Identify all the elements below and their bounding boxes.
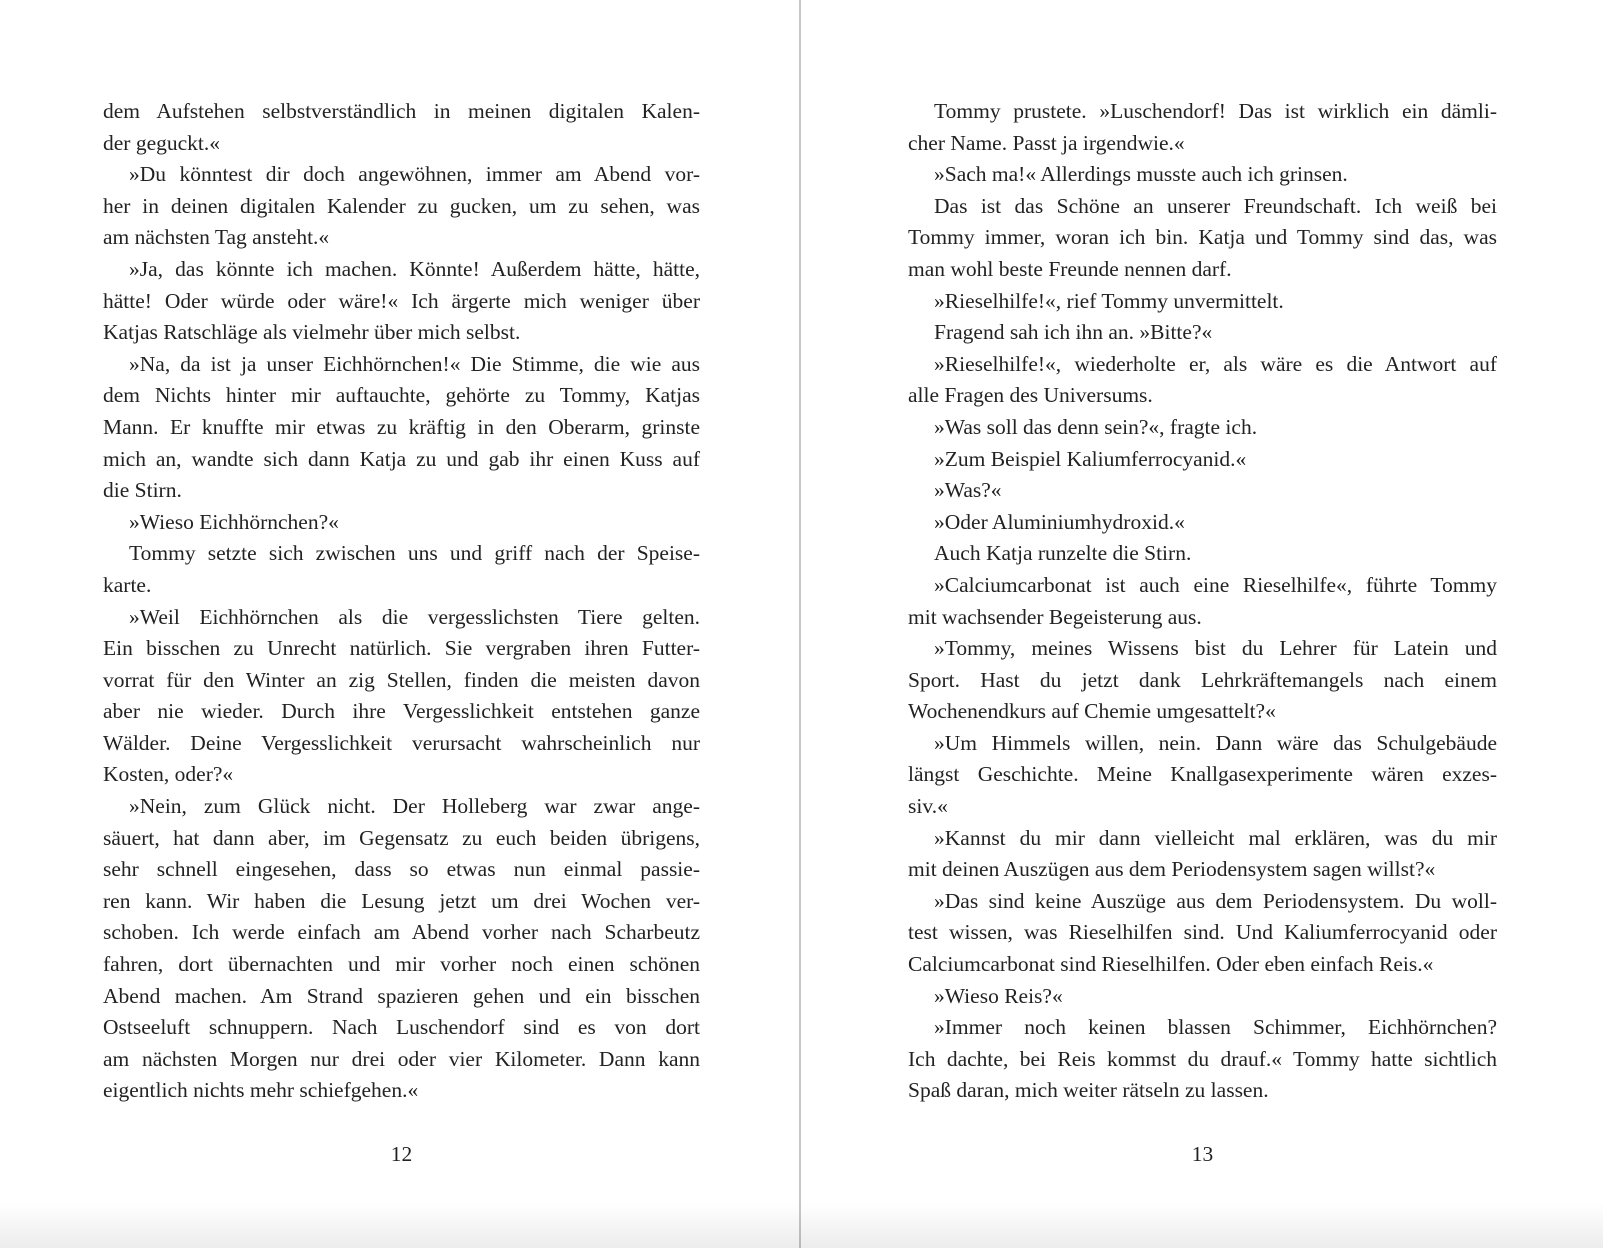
text-line: »Immer noch keinen blassen Schimmer, Eichhörnchen? (934, 1015, 1497, 1040)
text-line: »Was?« (934, 478, 1002, 503)
text-line: Tommy prustete. »Luschendorf! Das ist wirklich ein dämli- (934, 99, 1497, 123)
text-line: »Du könntest dir doch angewöhnen, immer am Abend vor- (129, 162, 700, 187)
text-line: eigentlich nichts mehr schiefgehen.« (103, 1078, 419, 1103)
text-line: Mann. Er knuffte mir etwas zu kräftig in den Oberarm, grinste (103, 414, 700, 439)
text-line: »Oder Aluminiumhydroxid.« (934, 509, 1185, 534)
text-line: Ein bisschen zu Unrecht natürlich. Sie vergraben ihren Futter- (103, 636, 700, 661)
text-line: Spaß daran, mich weiter rätseln zu lassen. (908, 1078, 1269, 1103)
text-line: »Was soll das denn sein?«, fragte ich. (934, 414, 1258, 439)
text-line: alle Fragen des Universums. (908, 383, 1153, 408)
text-line: »Kannst du mir dann vielleicht mal erklären, was du mir (934, 825, 1497, 850)
text-line: Das ist das Schöne an unserer Freundschaft. Ich weiß bei (934, 193, 1497, 218)
page-left-text (103, 96, 700, 1107)
text-line: »Nein, zum Glück nicht. Der Holleberg war zwar ange- (129, 794, 700, 819)
text-line: man wohl beste Freunde nennen darf. (908, 256, 1232, 281)
text-line: der geguckt.« (103, 130, 221, 155)
text-line: längst Geschichte. Meine Knallgasexperimente wären exzes- (908, 762, 1497, 787)
text-line: aber nie wieder. Durch ihre Vergesslichkeit entstehen ganze (103, 699, 700, 724)
text-line: »Wieso Eichhörnchen?« (129, 509, 339, 534)
text-line: Wochenendkurs auf Chemie umgesattelt?« (908, 699, 1276, 724)
text-line: Auch Katja runzelte die Stirn. (934, 541, 1192, 566)
text-line: test wissen, was Rieselhilfen sind. Und Kaliumferrocyanid oder (908, 920, 1497, 945)
text-line: schoben. Ich werde einfach am Abend vorher nach Scharbeutz (103, 920, 700, 945)
text-line: Sport. Hast du jetzt dank Lehrkräftemangels nach einem (908, 667, 1497, 692)
text-line: Abend machen. Am Strand spazieren gehen und ein bisschen (103, 983, 700, 1008)
text-line: säuert, hat dann aber, im Gegensatz zu euch beiden übrigens, (103, 825, 700, 850)
page-divider (799, 0, 801, 1248)
text-line: »Das sind keine Auszüge aus dem Periodensystem. Du woll- (934, 888, 1497, 913)
text-line: Tommy immer, woran ich bin. Katja und Tommy sind das, was (908, 225, 1497, 250)
text-line: fahren, dort übernachten und mir vorher noch einen schönen (103, 952, 700, 977)
page-right-number: 13 (1191, 1142, 1214, 1166)
text-line: »Rieselhilfe!«, rief Tommy unvermittelt. (934, 288, 1284, 313)
text-line: am nächsten Morgen nur drei oder vier Kilometer. Dann kann (103, 1046, 700, 1071)
text-line: Ostseeluft schnuppern. Nach Luschendorf sind es von dort (103, 1015, 700, 1040)
text-line: Calciumcarbonat sind Rieselhilfen. Oder eben einfach Reis.« (908, 952, 1434, 977)
bottom-page-shadow (0, 1202, 1603, 1248)
text-line: mit deinen Auszügen aus dem Periodensystem sagen willst?« (908, 857, 1436, 882)
text-line: her in deinen digitalen Kalender zu gucken, um zu sehen, was (103, 193, 700, 218)
text-line: »Wieso Reis?« (934, 983, 1063, 1008)
page-right-text (908, 96, 1497, 1107)
text-line: karte. (103, 572, 152, 597)
text-line: »Zum Beispiel Kaliumferrocyanid.« (934, 446, 1247, 471)
text-line: Ich dachte, bei Reis kommst du drauf.« Tommy hatte sichtlich (908, 1046, 1497, 1071)
text-line: ren kann. Wir haben die Lesung jetzt um drei Wochen ver- (103, 888, 700, 913)
text-line: dem Aufstehen selbstverständlich in meinen digitalen Kalen- (103, 99, 700, 123)
text-line: »Sach ma!« Allerdings musste auch ich grinsen. (934, 162, 1348, 187)
text-line: »Um Himmels willen, nein. Dann wäre das Schulgebäude (934, 730, 1497, 755)
text-line: Wälder. Deine Vergesslichkeit verursacht wahrscheinlich nur (103, 730, 700, 755)
text-line: Tommy setzte sich zwischen uns und griff nach der Speise- (129, 541, 700, 566)
text-line: »Ja, das könnte ich machen. Könnte! Außerdem hätte, hätte, (129, 256, 700, 281)
text-line: »Na, da ist ja unser Eichhörnchen!« Die Stimme, die wie aus (129, 351, 700, 376)
text-line: »Weil Eichhörnchen als die vergesslichsten Tiere gelten. (129, 604, 700, 629)
page-left-number: 12 (390, 1142, 413, 1166)
text-line: vorrat für den Winter an zig Stellen, finden die meisten davon (103, 667, 700, 692)
text-line: dem Nichts hinter mir auftauchte, gehörte zu Tommy, Katjas (103, 383, 700, 408)
text-line: Fragend sah ich ihn an. »Bitte?« (934, 320, 1213, 345)
text-line: sehr schnell eingesehen, dass so etwas nun einmal passie- (103, 857, 700, 882)
text-line: mit wachsender Begeisterung aus. (908, 604, 1202, 629)
text-line: die Stirn. (103, 478, 182, 503)
text-line: »Tommy, meines Wissens bist du Lehrer für Latein und (934, 636, 1497, 661)
text-line: Katjas Ratschläge als vielmehr über mich selbst. (103, 320, 521, 345)
text-line: am nächsten Tag ansteht.« (103, 225, 330, 250)
text-line: »Calciumcarbonat ist auch eine Rieselhilfe«, führte Tommy (934, 572, 1497, 597)
text-line: Kosten, oder?« (103, 762, 234, 787)
text-line: hätte! Oder würde oder wäre!« Ich ärgerte mich weniger über (103, 288, 700, 313)
text-line: mich an, wandte sich dann Katja zu und gab ihr einen Kuss auf (103, 446, 700, 471)
text-line: cher Name. Passt ja irgendwie.« (908, 130, 1185, 155)
text-line: siv.« (908, 794, 948, 819)
text-line: »Rieselhilfe!«, wiederholte er, als wäre es die Antwort auf (934, 351, 1497, 376)
